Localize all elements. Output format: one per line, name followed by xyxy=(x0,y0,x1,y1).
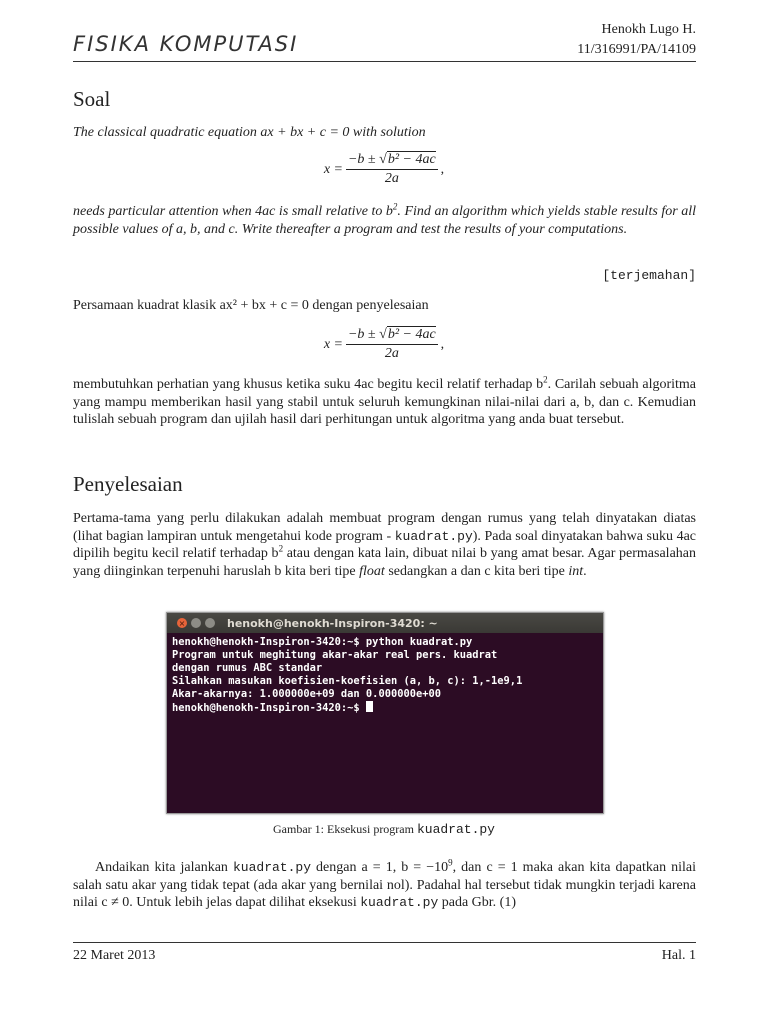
numerator-prefix: −b ± √ xyxy=(347,327,387,342)
p2-text-a: Andaikan kita jalankan xyxy=(95,860,233,875)
english-body-part2: . Find an algorithm which yields stable results for all possible values of a, b, and c. Write thereafter a program and test the results of your computations. xyxy=(73,204,696,237)
p2-code-2: kuadrat.py xyxy=(360,895,439,910)
figure-caption xyxy=(0,822,768,837)
p1-float: float xyxy=(359,563,385,579)
indonesian-body-part2: . Carilah sebuah algoritma yang mampu memberikan hasil yang stabil untuk seluruh kemungkinan nilai-nilai dari a, b, dan c. Kemudian tulislah sebuah program dan ujilah hasil dari perhitungan untuk algoritma yang anda buat tersebut. xyxy=(73,377,697,427)
terminal-output xyxy=(167,633,603,718)
p1-text-b: ). Pada soal dinyatakan bahwa suku 4ac dipilih begitu kecil relatif terhadap b xyxy=(73,528,696,561)
terminal-line: Akar-akarnya: 1.000000e+09 dan 0.000000e+00 xyxy=(172,688,441,700)
p2-text-b: dengan a = 1, b = −10 xyxy=(311,860,449,875)
terminal-line: dengan rumus ABC standar xyxy=(172,662,323,674)
english-body: needs particular attention when 4ac is small relative to $b^2$. Find an algorithm which yields stable results for all possible values of a, b, and c. Write thereafter a program and test the results of your computations. xyxy=(73,201,696,237)
terminal-screenshot xyxy=(166,612,604,814)
p2-text-c: , dan c = 1 maka akan kita dapatkan nilai salah satu akar yang tidak tepat (ada akar yang bernilai nol). Padahal hal tersebut tidak mungkin terjadi karena nilai c ≠ 0. Untuk lebih jelas dapat dilihat eksekusi xyxy=(73,860,697,910)
section-heading-penyelesaian: Penyelesaian xyxy=(73,472,183,496)
terminal-prompt-line xyxy=(172,701,598,715)
terminal-titlebar xyxy=(167,613,603,633)
equation-indonesian xyxy=(0,327,768,362)
solution-paragraph-2 xyxy=(73,859,696,912)
p1-code: kuadrat.py xyxy=(394,528,473,544)
maximize-icon xyxy=(205,618,215,628)
p1-text-d: sedangkan a dan c kita beri tipe xyxy=(384,563,569,579)
indonesian-body: membutuhkan perhatian yang khusus ketika suku 4ac begitu kecil relatif terhadap $b^2$. Carilah sebuah algoritma yang mampu memberikan hasil yang stabil untuk seluruh kemungkinan nilai-nilai dari a, b, dan c. Kemudian tulislah sebuah program dan ujilah hasil dari perhitungan untuk algoritma yang anda buat tersebut. xyxy=(73,374,697,427)
footer-date: 22 Maret 2013 xyxy=(73,948,156,963)
footer-page-number: Hal. 1 xyxy=(661,948,696,963)
equation-trail: , xyxy=(440,161,445,177)
p2-text-d: pada Gbr. (1) xyxy=(438,895,517,910)
terminal-prompt: henokh@henokh-Inspiron-3420:~$ xyxy=(172,702,366,714)
equation-denominator: 2a xyxy=(384,346,399,361)
author-block xyxy=(577,20,696,60)
p1-int: int xyxy=(568,563,584,579)
radicand: b² − 4ac xyxy=(387,152,436,167)
p2-exponent: 9 xyxy=(448,857,453,868)
indonesian-intro: Persamaan kuadrat klasik ax² + bx + c = 0 dengan penyelesaian xyxy=(73,298,429,313)
terminal-line: Silahkan masukan koefisien-koefisien (a, b, c): 1,-1e9,1 xyxy=(172,675,523,687)
equation-fraction xyxy=(346,152,438,187)
equation-lhs: x = xyxy=(323,161,343,177)
numerator-prefix: −b ± √ xyxy=(347,152,387,167)
radicand: b² − 4ac xyxy=(387,327,436,342)
equation-numerator xyxy=(346,152,438,170)
close-icon: × xyxy=(178,618,186,628)
p1-text-c: atau dengan kata lain, dibuat nilai b yang amat besar. Agar permasalahan yang diinginkan terpenuhi haruslah b kita beri tipe xyxy=(73,546,696,579)
solution-paragraph-1: Pertama-tama yang perlu dilakukan adalah membuat program dengan rumus yang telah dinyatakan diatas (lihat bagian lampiran untuk mengetahui kode program - kuadrat.py). Pada soal dinyatakan bahwa suku 4ac dipilih begitu kecil relatif terhadap $b^2$ atau dengan kata lain, dibuat nilai b yang amat besar. Agar permasalahan yang diinginkan terpenuhi haruslah b kita beri tipe float sedangkan a dan c kita beri tipe int. xyxy=(73,511,696,579)
equation-denominator: 2a xyxy=(384,171,399,186)
equation-lhs: x = xyxy=(323,336,343,352)
english-intro: The classical quadratic equation ax + bx + c = 0 with solution xyxy=(73,125,426,140)
english-body-part1: needs particular attention when 4ac is small relative to b xyxy=(73,204,393,219)
p2-code-1: kuadrat.py xyxy=(232,860,311,875)
equation-english xyxy=(0,152,768,187)
terminal-line: Program untuk meghitung akar-akar real pers. kuadrat xyxy=(172,649,498,661)
equation-trail: , xyxy=(440,336,445,352)
p1-text-e: . xyxy=(583,563,587,579)
p1-text-a: Pertama-tama yang perlu dilakukan adalah membuat program dengan rumus yang telah dinyatakan diatas (lihat bagian lampiran untuk mengetahui kode program - xyxy=(73,511,696,544)
minimize-icon xyxy=(191,618,201,628)
terminal-cursor xyxy=(366,701,373,712)
equation-fraction xyxy=(346,327,438,362)
section-heading-soal: Soal xyxy=(73,87,111,111)
equation-numerator xyxy=(346,327,438,345)
indonesian-body-part1: membutuhkan perhatian yang khusus ketika suku 4ac begitu kecil relatif terhadap b xyxy=(73,377,544,392)
terminal-line: henokh@henokh-Inspiron-3420:~$ python kuadrat.py xyxy=(172,636,473,648)
terminal-title: henokh@henokh-Inspiron-3420: ~ xyxy=(227,616,438,630)
header-rule xyxy=(73,61,696,62)
caption-code: kuadrat.py xyxy=(416,822,495,837)
translation-tag: [terjemahan] xyxy=(602,268,696,283)
author-name: Henokh Lugo H. xyxy=(601,22,696,37)
caption-label: Gambar 1: Eksekusi program xyxy=(273,822,417,836)
footer-rule xyxy=(73,942,696,943)
student-id: 11/316991/PA/14109 xyxy=(577,42,696,57)
course-title: FISIKA KOMPUTASI xyxy=(73,32,299,56)
